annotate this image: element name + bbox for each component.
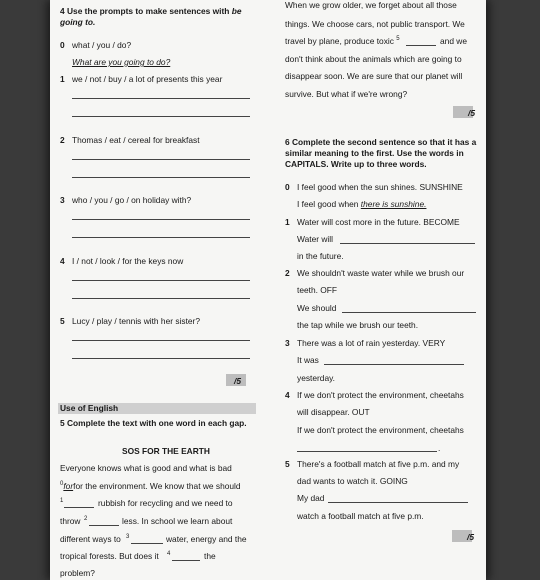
gap-example-answer: for — [63, 481, 74, 491]
answer-line[interactable] — [297, 451, 437, 452]
ex4-item-4-prompt: I / not / look / for the keys now — [72, 256, 184, 266]
ex4-item-3-number: 3 — [60, 195, 65, 205]
ex4-item-2-prompt: Thomas / eat / cereal for breakfast — [72, 135, 200, 145]
text-line: things. We choose cars, not public transport. We — [285, 19, 465, 29]
ex6-item-3-start: It was — [297, 355, 319, 365]
answer-line[interactable] — [342, 312, 476, 313]
ex6-example-rewrite: I feel good when there is sunshine. — [297, 199, 427, 209]
gap-2-line[interactable] — [89, 525, 119, 526]
ex6-item-4-end: . — [438, 443, 441, 453]
ex6-title: 6 Complete the second sentence so that it has a — [285, 137, 477, 147]
answer-line[interactable] — [72, 280, 250, 281]
ex6-title-cont: similar meaning to the first. Use the words in — [285, 148, 464, 158]
ex6-item-4-sentence: If we don't protect the environment, cheetahs — [297, 390, 464, 400]
text-line: $^0$forfor the environment. We know that we should — [60, 481, 241, 491]
text-line: throw — [60, 516, 81, 526]
ex6-example-sentence: I feel good when the sun shines. SUNSHINE — [297, 182, 463, 192]
ex4-item-1-number: 1 — [60, 74, 65, 84]
text-line: the — [204, 551, 216, 561]
ex4-item-5-prompt: Lucy / play / tennis with her sister? — [72, 316, 201, 326]
worksheet-page — [50, 0, 486, 580]
gap-number: 2 — [84, 516, 88, 523]
ex6-item-2-end: the tap while we brush our teeth. — [297, 320, 419, 330]
text-line: tropical forests. But does it — [60, 551, 159, 561]
gap-number: 0 — [60, 481, 64, 488]
text-line: survive. But what if we're wrong? — [285, 89, 408, 99]
gap-3-line[interactable] — [131, 543, 163, 544]
text-line: travel by plane, produce toxic $^5$ — [285, 36, 400, 46]
ex6-item-2-sentence: We shouldn't waste water while we brush our — [297, 268, 465, 278]
ex4-item-3-prompt: who / you / go / on holiday with? — [72, 195, 192, 205]
ex6-item-1-sentence: Water will cost more in the future. BECOME — [297, 217, 460, 227]
text-line — [60, 498, 63, 508]
text-line: don't think about the animals which are going to — [285, 54, 462, 64]
answer-line[interactable] — [324, 364, 464, 365]
ex6-item-2-number: 2 — [285, 268, 290, 278]
answer-line[interactable] — [72, 298, 250, 299]
gap-number: 4 — [167, 551, 171, 558]
text-line: and we — [440, 36, 468, 46]
ex5-title: 5 Complete the text with one word in each gap. — [60, 418, 247, 428]
answer-line[interactable] — [72, 340, 250, 341]
text-heading: SOS FOR THE EARTH — [122, 446, 210, 456]
text-line: rubbish for recycling and we need to — [98, 498, 233, 508]
ex4-example-prompt: what / you / do? — [72, 40, 132, 50]
ex6-item-3-number: 3 — [285, 338, 290, 348]
answer-line[interactable] — [340, 243, 475, 244]
ex4-item-4-number: 4 — [60, 256, 65, 266]
answer-line[interactable] — [72, 177, 250, 178]
ex6-item-5-sentence-cont: dad wants to watch it. GOING — [297, 476, 408, 486]
ex6-item-1-end: in the future. — [297, 251, 344, 261]
text-line: problem? — [60, 568, 95, 578]
answer-line[interactable] — [72, 159, 250, 160]
ex4-title-cont: going to. — [60, 17, 96, 27]
gap-1-line[interactable] — [64, 507, 94, 508]
answer-line[interactable] — [328, 502, 468, 503]
answer-line[interactable] — [72, 358, 250, 359]
ex6-item-5-sentence: There's a football match at five p.m. and my — [297, 459, 460, 469]
text-line: water, energy and the — [166, 534, 247, 544]
ex4-item-5-number: 5 — [60, 316, 65, 326]
ex6-title-cont: CAPITALS. Write up to three words. — [285, 159, 427, 169]
ex6-item-5-start: My dad — [297, 493, 325, 503]
ex4-score: /5 — [234, 376, 241, 386]
ex6-example-answer: there is sunshine. — [360, 199, 427, 209]
ex6-item-4-number: 4 — [285, 390, 290, 400]
text-line: disappear soon. We are sure that our planet will — [285, 71, 463, 81]
ex6-item-5-number: 5 — [285, 459, 290, 469]
text-line: less. In school we learn about — [122, 516, 233, 526]
text-line: different ways to — [60, 534, 121, 544]
ex6-example-number: 0 — [285, 182, 290, 192]
text-score: /5 — [468, 108, 475, 118]
ex4-item-2-number: 2 — [60, 135, 65, 145]
ex4-example-number: 0 — [60, 40, 65, 50]
ex6-score: /5 — [467, 532, 474, 542]
ex4-title: 4 Use the prompts to make sentences with be — [60, 6, 242, 16]
answer-line[interactable] — [72, 116, 250, 117]
answer-line[interactable] — [72, 237, 250, 238]
gap-number: 3 — [126, 534, 130, 541]
ex4-example-answer: What are you going to do? — [72, 57, 171, 67]
ex6-item-4-sentence-cont: will disappear. OUT — [297, 407, 370, 417]
answer-line[interactable] — [72, 219, 250, 220]
gap-5-line[interactable] — [406, 45, 436, 46]
ex6-item-2-sentence-cont: teeth. OFF — [297, 285, 338, 295]
use-of-english-label: Use of English — [58, 403, 256, 414]
text-line: Everyone knows what is good and what is bad — [60, 463, 232, 473]
ex6-item-1-start: Water will — [297, 234, 333, 244]
ex4-item-1-prompt: we / not / buy / a lot of presents this year — [72, 74, 223, 84]
ex6-item-2-start: We should — [297, 303, 337, 313]
ex6-item-3-sentence: There was a lot of rain yesterday. VERY — [297, 338, 446, 348]
answer-line[interactable] — [72, 98, 250, 99]
ex6-item-1-number: 1 — [285, 217, 290, 227]
gap-number: 1 — [60, 498, 64, 505]
ex6-item-3-end: yesterday. — [297, 373, 336, 383]
gap-number: 5 — [396, 36, 400, 43]
gap-4-line[interactable] — [172, 560, 200, 561]
ex6-item-5-end: watch a football match at five p.m. — [297, 511, 424, 521]
ex6-item-4-start: If we don't protect the environment, cheetahs — [297, 425, 464, 435]
text-line: When we grow older, we forget about all those — [285, 0, 457, 10]
